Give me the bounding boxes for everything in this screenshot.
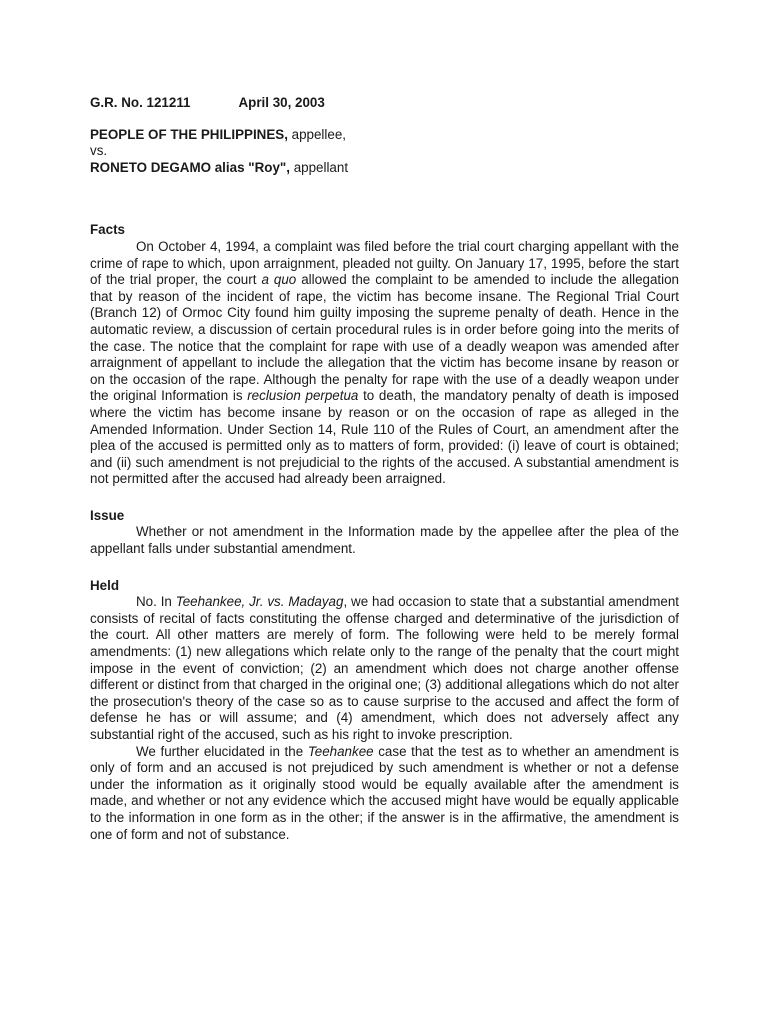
case-caption [90,95,679,112]
facts-text-1: On October 4, 1994, a complaint was filed before the trial court charging appellant with the crime of rape to which, upon arraignment, pleaded not guilty. On January 17, 1995, before the start of the trial proper, the court [90,238,679,288]
appellant-line [90,160,679,177]
appellant-name: RONETO DEGAMO alias "Roy", [90,159,290,175]
versus-line: vs. [90,143,108,159]
facts-heading: Facts [90,222,125,238]
facts-italic-a-quo: a quo [261,272,297,288]
issue-heading: Issue [90,507,125,523]
appellee-role: appellee, [287,126,346,142]
facts-paragraph [90,239,679,488]
facts-text-3: to death, the mandatory penalty of death is imposed where the victim has become insane by reason or on the occasion of rape as alleged in the Amended Information. Under Section 14, Rule 110 of the Rules of Court, an amendment after the plea of the accused is permitted only as to matters of form, provided: (i) leave of court is obtained; and (ii) such amendment is not prejudicial to the rights of the accused. A substantial amendment is not permitted after the accused had already been arraigned. [90,388,680,487]
held-italic-case-name: Teehankee, Jr. vs. Madayag [175,594,344,610]
case-parties [90,127,679,177]
held-italic-teehankee: Teehankee [307,743,374,759]
held-heading: Held [90,577,120,593]
facts-text-2: allowed the complaint to be amended to include the allegation that by reason of the incident of rape, the victim has become insane. The Regional Trial Court (Branch 12) of Ormoc City found him guilty imposing the supreme penalty of death. Hence in the automatic review, a discussion of certain procedural rules is in order before going into the merits of the case. The notice that the complaint for rape with use of a deadly weapon was amended after arraignment of appellant to include the allegation that the victim has become insane by reason or on the occasion of the rape. Although the penalty for rape with the use of a deadly weapon under the original Information is [90,272,680,404]
appellee-line [90,127,679,144]
issue-paragraph: Whether or not amendment in the Information made by the appellee after the plea of the appellant falls under substantial amendment. [90,524,679,557]
held-paragraph-1 [90,594,679,743]
held-text-2: , we had occasion to state that a substantial amendment consists of recital of facts constituting the offense charged and determinative of the jurisdiction of the court. All other matters are merely of form. The following were held to be merely formal amendments: (1) new allegations which relate only to the range of the penalty that the court might impose in the event of conviction; (2) an amendment which does not charge another offense different or distinct from that charged in the original one; (3) additional allegations which do not alter the prosecution's theory of the case so as to cause surprise to the accused and affect the form of defense he has or will assume; and (4) amendment, which does not adversely affect any substantial right of the accused, such as his right to invoke prescription. [90,594,679,742]
appellant-role: appellant [289,159,349,175]
case-digest [90,95,679,843]
held-text-4: case that the test as to whether an amendment is only of form and an accused is not prejudiced by such amendment is whether or not a defense under the information as it originally stood would be equally available after the amendment is made, and whether or not any evidence which the accused might have would be equally applicable to the information in one form as in the other; if the answer is in the affirmative, the amendment is one of form and not of substance. [90,743,679,842]
facts-italic-reclusion: reclusion perpetua [247,388,359,404]
gr-number: G.R. No. 121211 [90,95,191,110]
held-text-1: No. In [136,594,176,610]
decision-date: April 30, 2003 [238,95,325,110]
held-text-3: We further elucidated in the [136,743,308,759]
appellee-name: PEOPLE OF THE PHILIPPINES, [90,126,288,142]
held-paragraph-2 [90,744,679,844]
